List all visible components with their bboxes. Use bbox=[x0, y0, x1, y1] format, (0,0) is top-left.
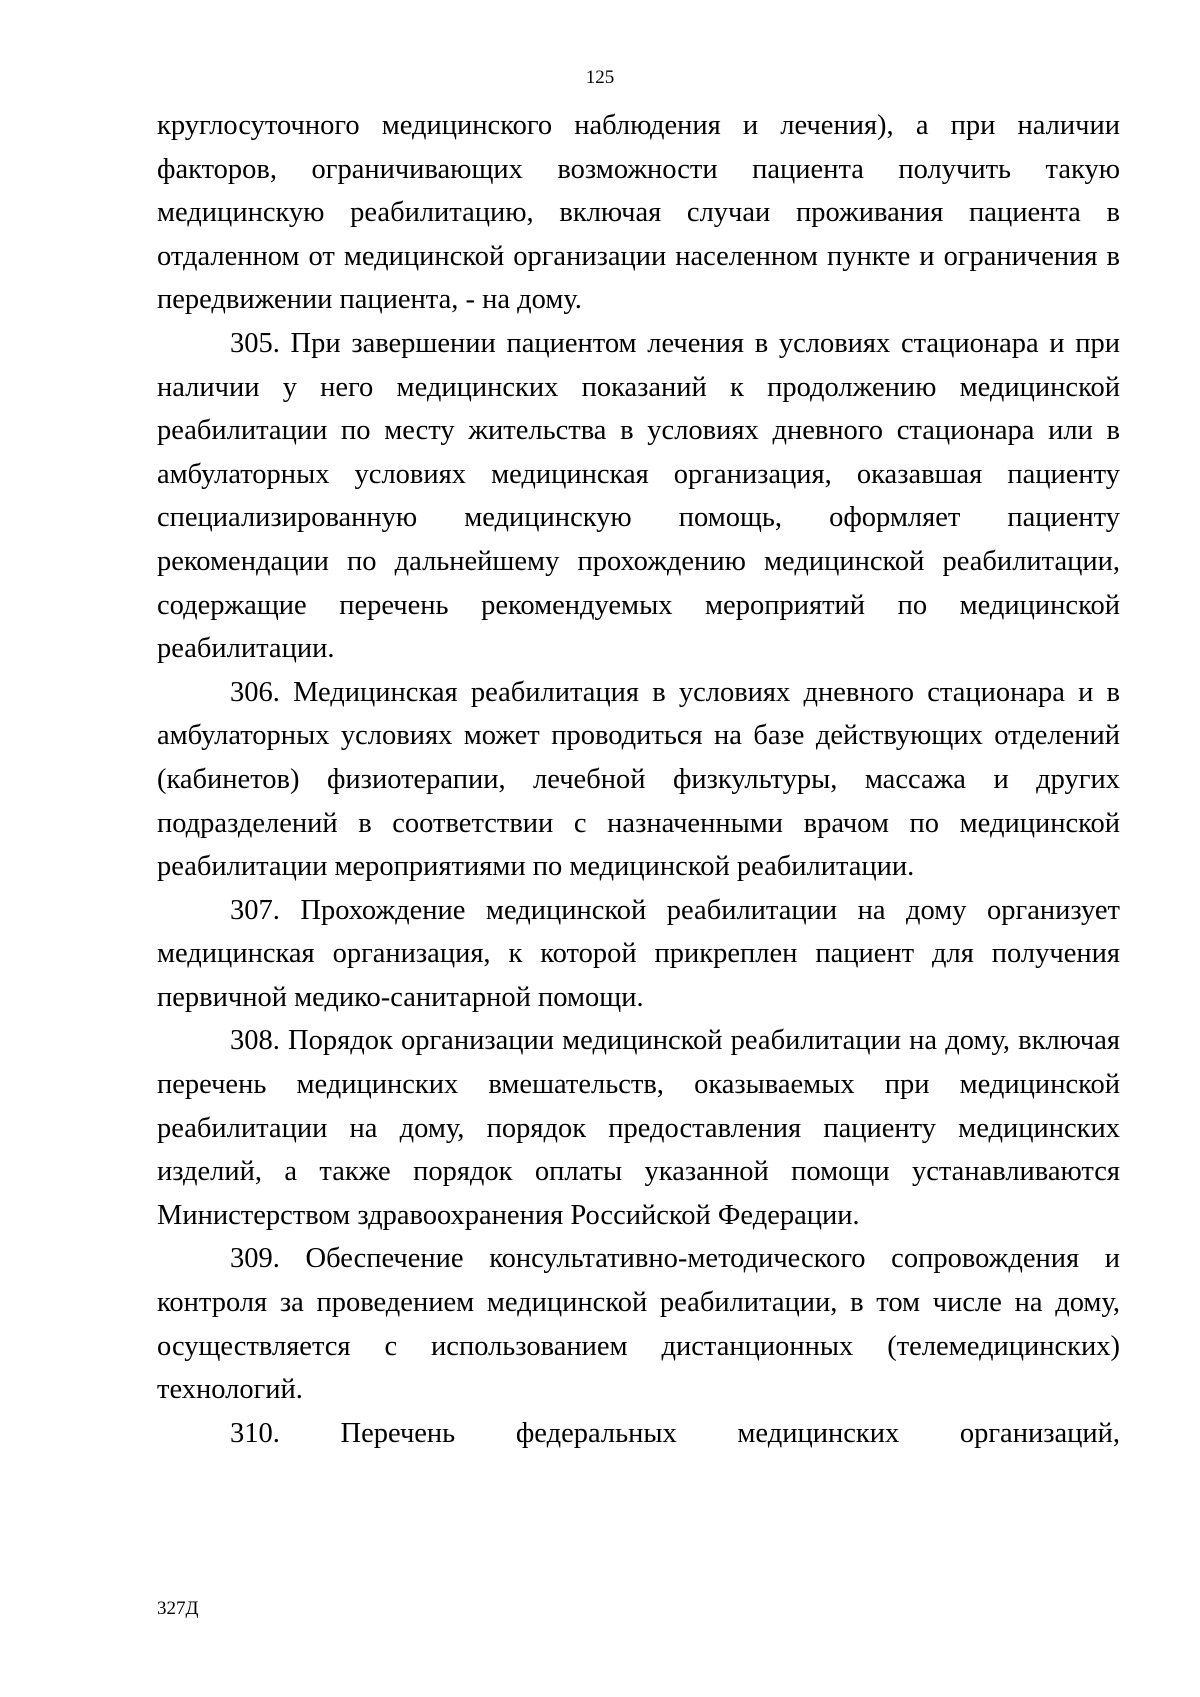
page-number: 125 bbox=[585, 67, 615, 88]
paragraph-307: 307. Прохождение медицинской реабилитации на дому организует медицинская организация, к которой прикреплен пациент для получения первичной медико-санитарной помощи. bbox=[157, 894, 1120, 1013]
document-code: 327Д bbox=[157, 1598, 199, 1619]
paragraph-309: 309. Обеспечение консультативно-методического сопровождения и контроля за проведением медицинской реабилитации, в том числе на дому, осуществляется с использованием дистанционных (телемедицинских) технологий. bbox=[157, 1243, 1120, 1406]
paragraph-308: 308. Порядок организации медицинской реабилитации на дому, включая перечень медицинских вмешательств, оказываемых при медицинской реабилитации на дому, порядок предоставления пациенту медицинских изделий, а также порядок оплаты указанной помощи устанавливаются Министерством здравоохранения Российской Федерации. bbox=[157, 1025, 1120, 1231]
document-body bbox=[157, 104, 1120, 1455]
paragraph-306: 306. Медицинская реабилитация в условиях дневного стационара и в амбулаторных условиях может проводиться на базе действующих отделений (кабинетов) физиотерапии, лечебной физкультуры, массажа и других подразделений в соответствии с назначенными врачом по медицинской реабилитации мероприятиями по медицинской реабилитации. bbox=[157, 676, 1120, 883]
paragraph-305: 305. При завершении пациентом лечения в условиях стационара и при наличии у него медицинских показаний к продолжению медицинской реабилитации по месту жительства в условиях дневного стационара или в амбулаторных условиях медицинская организация, оказавшая пациенту специализированную медицинскую помощь, оформляет пациенту рекомендации по дальнейшему прохождению медицинской реабилитации, содержащие перечень рекомендуемых мероприятий по медицинской реабилитации. bbox=[157, 327, 1120, 665]
paragraph-310: 310. Перечень федеральных медицинских организаций, bbox=[230, 1417, 1120, 1449]
paragraph-continuation: круглосуточного медицинского наблюдения и лечения), а при наличии факторов, ограничивающих возможности пациента получить такую медицинскую реабилитацию, включая случаи проживания пациента в отдаленном от медицинской организации населенном пункте и ограничения в передвижении пациента, - на дому. bbox=[157, 110, 1120, 316]
